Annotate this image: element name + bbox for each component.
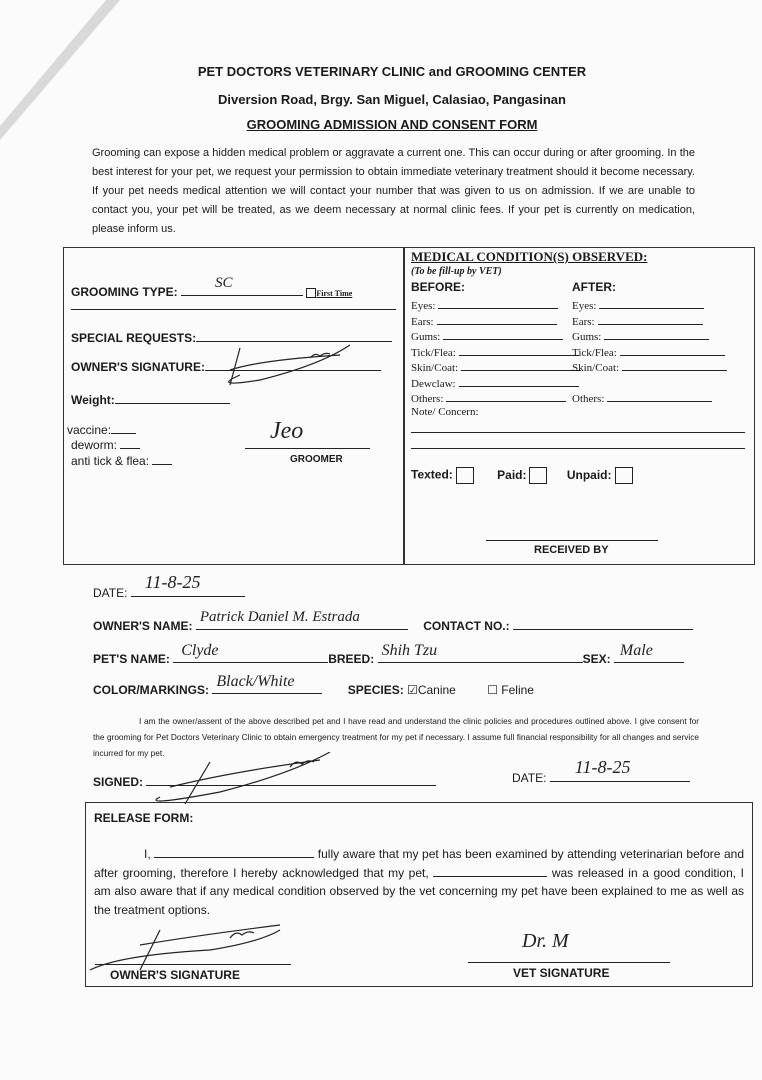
owner-signature-scribble xyxy=(200,340,360,390)
breed-field[interactable] xyxy=(378,642,583,663)
release-p3: was released in a good condition, I am also aware that if any medical condition observed by the vet concerning my pet have been explained to me as well as the treatment options. xyxy=(94,865,744,917)
before-field[interactable] xyxy=(459,345,579,356)
date-row xyxy=(93,572,245,600)
paid-checkbox[interactable] xyxy=(529,467,547,484)
unpaid-label: Unpaid: xyxy=(566,467,612,482)
antitick-field[interactable] xyxy=(152,454,172,465)
before-label: Gums: xyxy=(411,331,441,343)
vaccine-label: vaccine: xyxy=(67,423,112,437)
color-value: Black/White xyxy=(216,673,295,690)
owner-name-label: OWNER'S NAME: xyxy=(93,619,193,633)
medical-row-after xyxy=(572,360,727,374)
before-label: Eyes: xyxy=(411,300,436,312)
before-label: Ears: xyxy=(411,315,434,328)
date-field[interactable] xyxy=(131,572,245,597)
pet-name-value: Clyde xyxy=(181,642,219,659)
sex-field[interactable] xyxy=(614,642,684,663)
before-field[interactable] xyxy=(461,360,581,371)
signed-scribble xyxy=(140,752,340,807)
vet-signature-value: Dr. M xyxy=(522,930,569,952)
groomer-label: GROOMER xyxy=(290,454,343,465)
signed-label: SIGNED: xyxy=(93,775,144,789)
pet-row xyxy=(93,642,684,666)
received-by-line xyxy=(486,540,658,541)
consent-rest: I give consent for the grooming for Pet Doctors Veterinary Clinic to obtain emergency treatment for my pet if necessary. I assume full financial responsibility for all changes and service incurred for my pet. xyxy=(93,716,700,758)
texted-label: Texted: xyxy=(411,467,453,482)
medical-row-before xyxy=(411,376,579,390)
color-label: COLOR/MARKINGS: xyxy=(93,683,209,697)
species-label: SPECIES: xyxy=(347,683,404,697)
vaccine-row xyxy=(67,423,136,437)
clinic-address: Diversion Road, Brgy. San Miguel, Calasiao, Pangasinan xyxy=(218,92,566,107)
before-label: Tick/Flea: xyxy=(411,346,456,359)
vaccine-field[interactable] xyxy=(111,423,136,434)
grooming-type-field[interactable] xyxy=(181,275,303,296)
medical-row-before xyxy=(411,391,566,405)
first-time-checkbox[interactable] xyxy=(306,288,316,298)
after-label: Skin/Coat: xyxy=(572,362,620,374)
owner-name-field[interactable] xyxy=(196,609,408,630)
before-label: Skin/Coat: xyxy=(411,362,459,374)
feline-checkbox[interactable]: ☐ xyxy=(487,683,498,697)
contact-label: CONTACT NO.: xyxy=(423,619,510,633)
texted-checkbox[interactable] xyxy=(456,467,474,484)
date-label: DATE: xyxy=(93,586,128,600)
medical-subtitle: (To be fill-up by VET) xyxy=(411,266,502,277)
before-label: Others: xyxy=(411,393,444,405)
after-field[interactable] xyxy=(620,345,725,356)
canine-label: Canine xyxy=(417,683,456,697)
sex-value: Male xyxy=(619,642,653,659)
medical-title: MEDICAL CONDITION(S) OBSERVED: xyxy=(411,249,648,264)
after-label: AFTER: xyxy=(572,280,616,294)
after-field[interactable] xyxy=(622,360,727,371)
after-label: Eyes: xyxy=(572,300,597,312)
antitick-row xyxy=(71,454,172,468)
before-field[interactable] xyxy=(437,314,557,325)
after-label: Tick/Flea: xyxy=(572,346,617,359)
release-owner-sig-label: OWNER'S SIGNATURE xyxy=(110,968,240,982)
date2-row xyxy=(512,757,690,785)
received-by-label: RECEIVED BY xyxy=(534,544,609,556)
clinic-name: PET DOCTORS VETERINARY CLINIC and GROOMING CENTER xyxy=(197,64,587,79)
pet-name-field[interactable] xyxy=(173,642,328,663)
note-label: Note/ Concern: xyxy=(411,406,479,418)
before-label: BEFORE: xyxy=(411,280,465,294)
medical-row-after xyxy=(572,329,709,343)
before-field[interactable] xyxy=(459,376,579,387)
weight-field[interactable] xyxy=(115,393,230,404)
after-field[interactable] xyxy=(598,314,703,325)
color-row xyxy=(93,673,534,697)
form-title: GROOMING ADMISSION AND CONSENT FORM xyxy=(246,117,538,132)
canine-checkbox[interactable]: ☑ xyxy=(407,683,418,697)
medical-row-after xyxy=(572,391,712,405)
medical-row-after xyxy=(572,314,703,328)
vet-sig-label: VET SIGNATURE xyxy=(513,966,610,980)
date2-label: DATE: xyxy=(512,771,547,785)
owner-sig-line xyxy=(95,964,291,965)
grooming-type-value: SC xyxy=(215,275,233,291)
after-label: Ears: xyxy=(572,315,595,328)
medical-row-before xyxy=(411,329,563,343)
release-p2: fully aware that my pet has been examined by attending veterinarian before and after grooming, therefore I hereby acknowledged that my pet, xyxy=(94,847,744,880)
medical-row-before xyxy=(411,298,558,312)
vet-sig-line xyxy=(468,962,670,963)
after-field[interactable] xyxy=(607,391,712,402)
date2-value: 11-8-25 xyxy=(574,757,631,777)
breed-value: Shih Tzu xyxy=(381,642,438,659)
medical-row-before xyxy=(411,314,557,328)
before-field[interactable] xyxy=(446,391,566,402)
deworm-row xyxy=(71,438,140,452)
before-field[interactable] xyxy=(443,329,563,340)
release-pet-field[interactable] xyxy=(433,866,547,877)
grooming-type-label: GROOMING TYPE: xyxy=(71,285,178,299)
medical-row-after xyxy=(572,298,704,312)
note-line-1[interactable] xyxy=(411,432,745,433)
deworm-field[interactable] xyxy=(120,438,140,449)
contact-field[interactable] xyxy=(513,619,693,630)
owner-name-row xyxy=(93,609,693,633)
antitick-label: anti tick & flea: xyxy=(71,454,150,468)
medical-row-after xyxy=(572,345,725,359)
folded-corner-inner xyxy=(0,0,106,126)
release-owner-field[interactable] xyxy=(154,847,314,858)
paid-label: Paid: xyxy=(497,467,527,482)
after-field[interactable] xyxy=(599,298,704,309)
date-value: 11-8-25 xyxy=(144,572,201,592)
release-paragraph xyxy=(94,845,744,919)
intro-paragraph: Grooming can expose a hidden medical problem or aggravate a current one. This can occur during or after grooming. In the best interest for your pet, we request your permission to obtain immediate veterinary treatment should it become necessary. If your pet needs medical attention we will contact your number that was given to us on admission. If we are unable to contact you, your pet will be treated, as we deem necessary at normal clinic fees. If your pet is currently on medication, please inform us. xyxy=(92,147,695,235)
release-p1: I, xyxy=(144,847,151,861)
after-label: Others: xyxy=(572,393,605,405)
first-time-label: First Time xyxy=(316,289,353,298)
before-field[interactable] xyxy=(438,298,558,309)
weight-label: Weight: xyxy=(71,393,115,407)
feline-label: Feline xyxy=(501,683,534,697)
pet-name-label: PET'S NAME: xyxy=(93,652,170,666)
medical-row-before xyxy=(411,360,581,374)
special-requests-label: SPECIAL REQUESTS: xyxy=(71,331,197,345)
date2-field[interactable] xyxy=(550,757,690,782)
after-field[interactable] xyxy=(604,329,709,340)
grooming-type-row xyxy=(71,275,353,299)
release-owner-scribble xyxy=(80,920,290,975)
note-line-2[interactable] xyxy=(411,448,745,449)
box-divider xyxy=(403,247,405,564)
grooming-type-line2 xyxy=(71,309,396,310)
weight-row xyxy=(71,393,230,407)
deworm-label: deworm: xyxy=(71,438,118,452)
owner-signature-label: OWNER'S SIGNATURE: xyxy=(71,360,205,374)
groomer-initials: Jeo xyxy=(270,418,304,444)
color-field[interactable] xyxy=(212,673,322,694)
sex-label: SEX: xyxy=(582,652,611,666)
status-row xyxy=(411,467,633,484)
unpaid-checkbox[interactable] xyxy=(615,467,633,484)
before-label: Dewclaw: xyxy=(411,377,456,390)
after-label: Gums: xyxy=(572,331,602,343)
consent-line1: I am the owner/assent of the above described pet and I have read and understand the clinic policies and procedures outlined above. xyxy=(139,716,632,726)
owner-name-value: Patrick Daniel M. Estrada xyxy=(199,609,360,625)
medical-row-before xyxy=(411,345,579,359)
breed-label: BREED: xyxy=(328,652,375,666)
groomer-line xyxy=(245,448,370,449)
release-title: RELEASE FORM: xyxy=(94,811,194,825)
